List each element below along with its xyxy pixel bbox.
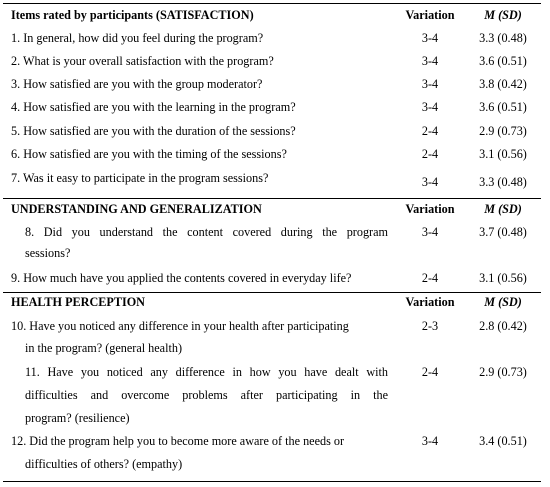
variation-header: Variation — [405, 202, 455, 216]
item-variation: 2-3 — [421, 319, 439, 333]
item-variation: 3-4 — [421, 54, 439, 68]
item-msd: 2.9 (0.73) — [479, 124, 527, 138]
table-top-rule — [3, 3, 541, 4]
item-question-continued: program? (resilience) — [25, 411, 130, 425]
item-question: 9. How much have you applied the contents covered in everyday life? — [11, 271, 352, 285]
item-msd: 3.3 (0.48) — [479, 175, 527, 189]
msd-header: M (SD) — [484, 295, 522, 309]
item-question: 4. How satisfied are you with the learning in the program? — [11, 100, 296, 114]
item-question-continued: sessions? — [25, 246, 71, 260]
variation-header: Variation — [405, 8, 455, 22]
section-title: Items rated by participants (SATISFACTION) — [11, 8, 254, 22]
item-question: 6. How satisfied are you with the timing of the sessions? — [11, 147, 287, 161]
item-variation: 2-4 — [421, 271, 439, 285]
item-msd: 3.3 (0.48) — [479, 31, 527, 45]
item-question: 8. Did you understand the content covered during the program — [25, 225, 388, 239]
item-question: 10. Have you noticed any difference in your health after participating — [11, 319, 349, 333]
item-question: 1. In general, how did you feel during the program? — [11, 31, 264, 45]
item-msd: 3.8 (0.42) — [479, 77, 527, 91]
item-msd: 2.8 (0.42) — [479, 319, 527, 333]
item-variation: 3-4 — [421, 434, 439, 448]
item-variation: 3-4 — [421, 100, 439, 114]
item-question: 5. How satisfied are you with the duration of the sessions? — [11, 124, 296, 138]
item-msd: 3.7 (0.48) — [479, 225, 527, 239]
section-title: UNDERSTANDING AND GENERALIZATION — [11, 202, 262, 216]
table-bottom-rule — [3, 481, 541, 482]
item-question-continued: in the program? (general health) — [25, 341, 183, 355]
item-question: 11. Have you noticed any difference in how you have dealt with — [25, 365, 388, 379]
item-msd: 3.6 (0.51) — [479, 54, 527, 68]
item-variation: 3-4 — [421, 77, 439, 91]
item-msd: 3.1 (0.56) — [479, 147, 527, 161]
item-question: 7. Was it easy to participate in the program sessions? — [11, 171, 269, 185]
item-question-continued: difficulties of others? (empathy) — [25, 457, 183, 471]
item-variation: 3-4 — [421, 31, 439, 45]
item-question: 3. How satisfied are you with the group moderator? — [11, 77, 263, 91]
item-msd: 3.1 (0.56) — [479, 271, 527, 285]
item-variation: 2-4 — [421, 147, 439, 161]
item-variation: 2-4 — [421, 124, 439, 138]
item-question: 2. What is your overall satisfaction with the program? — [11, 54, 274, 68]
item-question: 12. Did the program help you to become more aware of the needs or — [11, 434, 345, 448]
item-variation: 3-4 — [421, 175, 439, 189]
section-divider-rule — [3, 292, 541, 293]
item-variation: 2-4 — [421, 365, 439, 379]
msd-header: M (SD) — [484, 202, 522, 216]
msd-header: M (SD) — [484, 8, 522, 22]
item-msd: 3.6 (0.51) — [479, 100, 527, 114]
item-msd: 2.9 (0.73) — [479, 365, 527, 379]
item-question-continued: difficulties and overcome problems after participating in the — [25, 388, 388, 402]
variation-header: Variation — [405, 295, 455, 309]
section-divider-rule — [3, 198, 541, 199]
item-msd: 3.4 (0.51) — [479, 434, 527, 448]
section-title: HEALTH PERCEPTION — [11, 295, 145, 309]
item-variation: 3-4 — [421, 225, 439, 239]
results-table — [3, 0, 541, 487]
